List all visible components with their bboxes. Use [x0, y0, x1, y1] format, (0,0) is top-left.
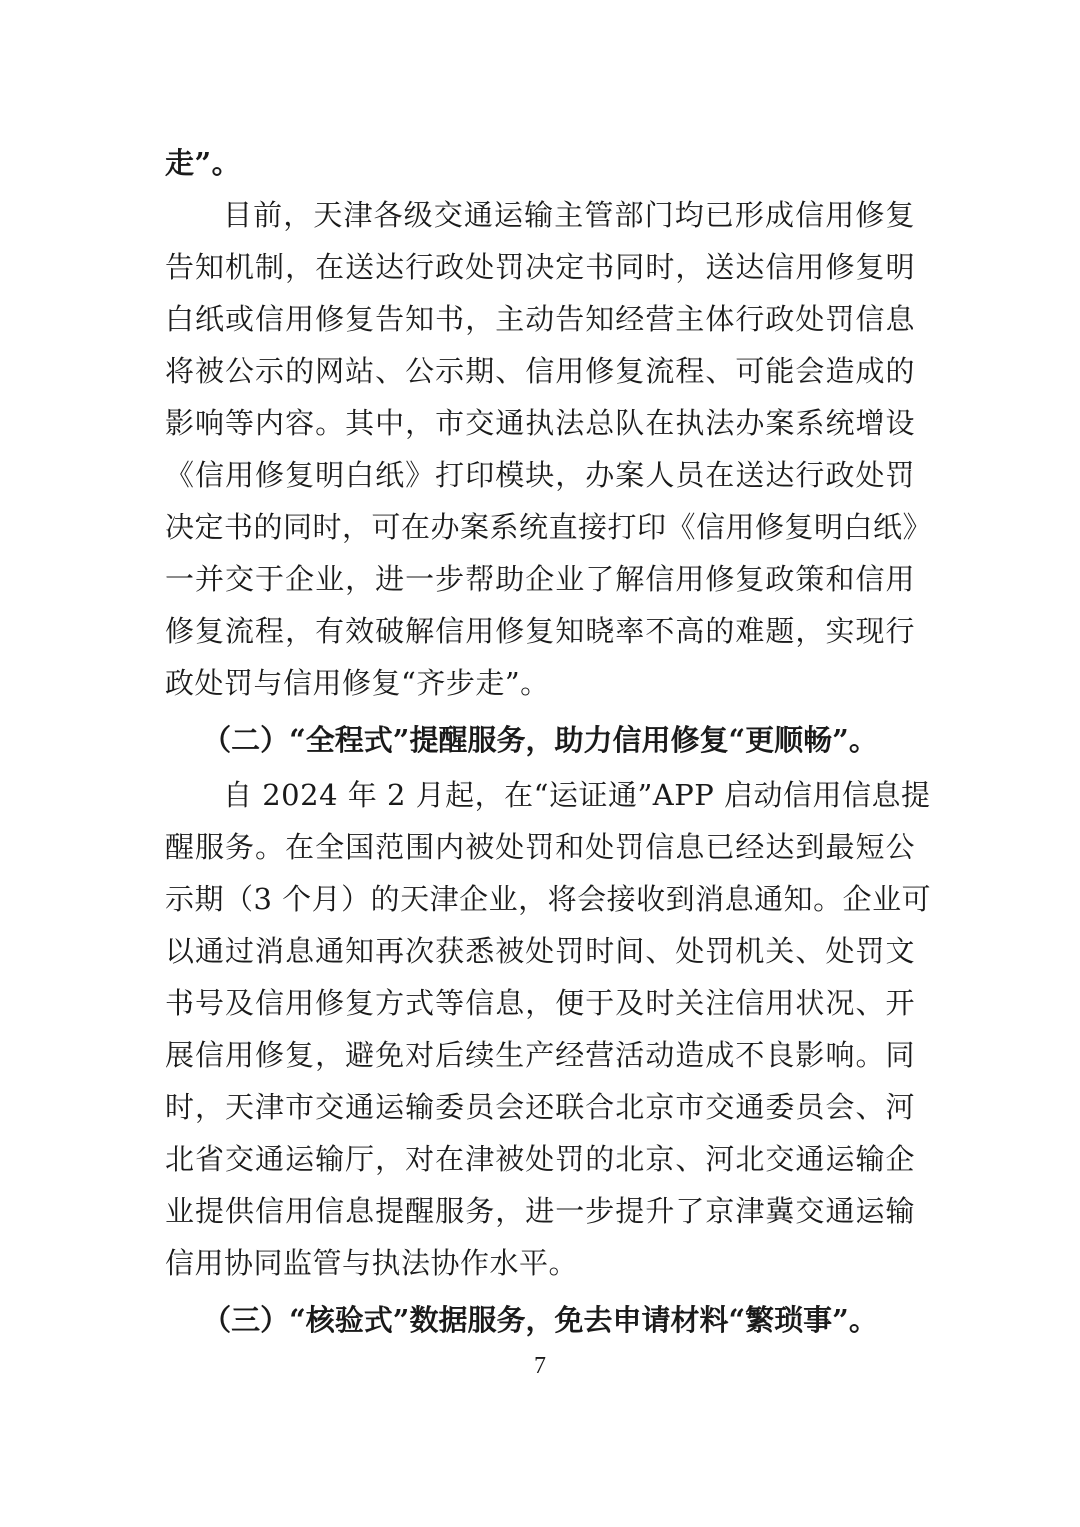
- paragraph-1-line-5: 影响等内容。其中，市交通执法总队在执法办案系统增设: [165, 406, 915, 440]
- paragraph-2-line-1: 自 2024 年 2 月起，在“运证通”APP 启动信用信息提: [223, 778, 931, 812]
- paragraph-1-line-4: 将被公示的网站、公示期、信用修复流程、可能会造成的: [165, 354, 915, 388]
- paragraph-2-line-2: 醒服务。在全国范围内被处罚和处罚信息已经达到最短公: [165, 830, 915, 864]
- paragraph-2-line-5: 书号及信用修复方式等信息，便于及时关注信用状况、开: [165, 986, 915, 1020]
- paragraph-1-line-2: 告知机制，在送达行政处罚决定书同时，送达信用修复明: [165, 250, 915, 284]
- text-line-continuation: 走”。: [165, 146, 242, 180]
- paragraph-1-line-1: 目前，天津各级交通运输主管部门均已形成信用修复: [223, 198, 915, 232]
- section-heading-2: （二）“全程式”提醒服务，助力信用修复“更顺畅”。: [202, 723, 878, 757]
- page-number: 7: [534, 1353, 546, 1379]
- paragraph-2-line-6: 展信用修复，避免对后续生产经营活动造成不良影响。同: [165, 1038, 915, 1072]
- paragraph-2-line-3: 示期（3 个月）的天津企业，将会接收到消息通知。企业可: [165, 882, 932, 916]
- paragraph-2-line-8: 北省交通运输厅，对在津被处罚的北京、河北交通运输企: [165, 1142, 915, 1176]
- paragraph-1-line-3: 白纸或信用修复告知书，主动告知经营主体行政处罚信息: [165, 302, 915, 336]
- paragraph-1-line-9: 修复流程，有效破解信用修复知晓率不高的难题，实现行: [165, 614, 915, 648]
- paragraph-2-line-10: 信用协同监管与执法协作水平。: [165, 1246, 579, 1280]
- paragraph-2-line-7: 时，天津市交通运输委员会还联合北京市交通委员会、河: [165, 1090, 915, 1124]
- paragraph-2-line-4: 以通过消息通知再次获悉被处罚时间、处罚机关、处罚文: [165, 934, 915, 968]
- paragraph-1-line-6: 《信用修复明白纸》打印模块，办案人员在送达行政处罚: [165, 458, 915, 492]
- paragraph-1-line-8: 一并交于企业，进一步帮助企业了解信用修复政策和信用: [165, 562, 915, 596]
- paragraph-2-line-9: 业提供信用信息提醒服务，进一步提升了京津冀交通运输: [165, 1194, 915, 1228]
- paragraph-1-line-10: 政处罚与信用修复“齐步走”。: [165, 666, 550, 700]
- section-heading-3: （三）“核验式”数据服务，免去申请材料“繁琐事”。: [202, 1303, 878, 1337]
- paragraph-1-line-7: 决定书的同时，可在办案系统直接打印《信用修复明白纸》: [165, 510, 933, 544]
